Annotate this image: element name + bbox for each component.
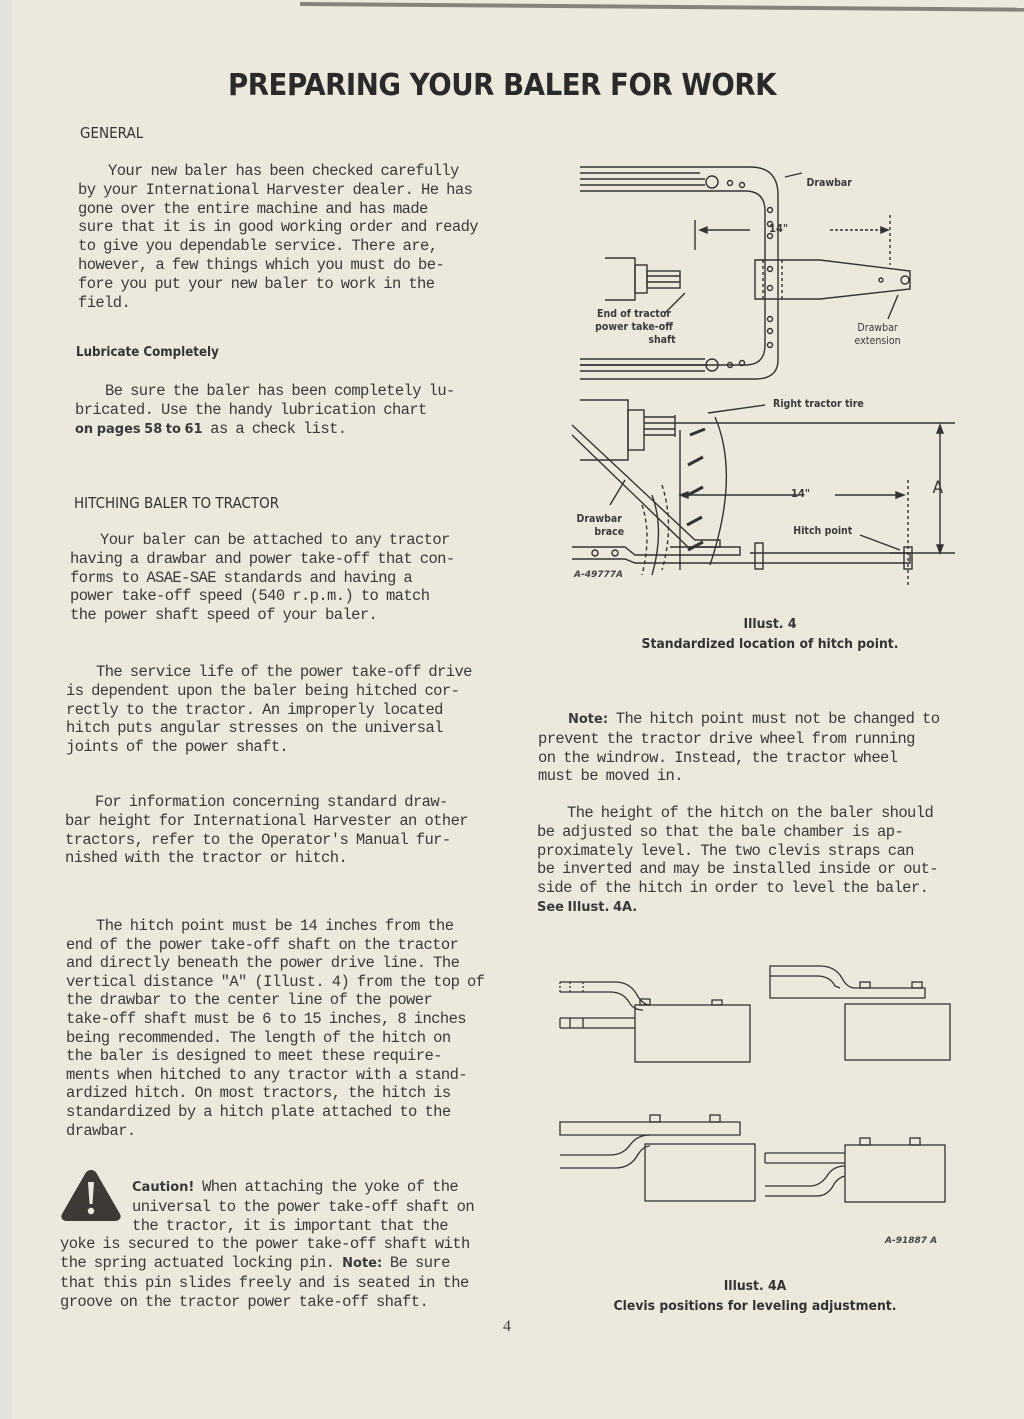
page-number: 4: [503, 1318, 511, 1335]
text-line: The hitch point must not be changed to: [608, 710, 940, 728]
page-reference: on pages 58 to 61: [75, 421, 203, 437]
label-drawbar: Drawbar: [806, 177, 852, 189]
illust-4-caption: [623, 614, 917, 654]
text-line: vertical distance "A" (Illust. 4) from the top of: [66, 972, 485, 991]
text-line: joints of the power shaft.: [66, 738, 289, 757]
text-line: that this pin slides freely and is seated in the: [60, 1273, 469, 1292]
label-drawbar-brace: [574, 513, 624, 539]
text-line: drawbar.: [66, 1121, 136, 1140]
label-line: End of tractor: [597, 308, 671, 320]
hitching-paragraph-4: [66, 917, 484, 1140]
text-line: the tractor, it is important that the: [132, 1216, 448, 1235]
text-line: standardized by a hitch plate attached to the: [66, 1102, 451, 1121]
text-line: end of the power take-off shaft on the tractor: [66, 935, 459, 954]
caption-title: Illust. 4: [743, 616, 797, 632]
text-line: The hitch point must be 14 inches from the: [96, 917, 454, 935]
label-dimension-14-top: 14": [769, 222, 788, 235]
text-line: must be moved in.: [538, 767, 683, 786]
text-line: fore you put your new baler to work in the: [78, 274, 435, 293]
text-line: yoke is secured to the power take-off shaft with: [60, 1235, 470, 1254]
text-line: be inverted and may be installed inside or out-: [537, 860, 938, 879]
text-line: the spring actuated locking pin.: [60, 1254, 343, 1273]
label-right-tractor-tire: Right tractor tire: [773, 398, 864, 410]
heading-lubricate: Lubricate Completely: [76, 344, 219, 360]
text-line: the drawbar to the center line of the power: [66, 991, 433, 1010]
caution-paragraph: [60, 1178, 474, 1312]
general-paragraph: [78, 162, 478, 312]
text-line: the baler is designed to meet these require-: [66, 1047, 442, 1066]
page-title: PREPARING YOUR BALER FOR WORK: [228, 68, 777, 103]
text-line: The height of the hitch on the baler should: [567, 804, 934, 822]
hitch-height-paragraph: [537, 804, 938, 918]
text-line: Your baler can be attached to any tractor: [100, 531, 450, 549]
text-line: ardized hitch. On most tractors, the hitch is: [66, 1084, 451, 1103]
text-line: For information concerning standard draw-: [95, 793, 448, 811]
text-line: The service life of the power take-off drive: [96, 663, 472, 681]
caption-text: Clevis positions for leveling adjustment.: [613, 1298, 897, 1314]
text-line: side of the hitch in order to level the baler.: [537, 879, 929, 898]
text-line: being recommended. The length of the hitch on: [66, 1028, 451, 1047]
hitching-paragraph-2: [66, 663, 472, 757]
lubricate-paragraph: [75, 382, 455, 439]
label-end-pto: [584, 308, 684, 347]
text-line: gone over the entire machine and has made: [78, 199, 428, 218]
drawbar-top-view-diagram: [570, 165, 950, 385]
part-code-4a: A-91887 A: [885, 1236, 938, 1246]
text-line: groove on the tractor power take-off shaft.: [60, 1292, 429, 1311]
label-drawbar-extension: [852, 322, 903, 348]
label-dimension-a: A: [932, 478, 944, 498]
illust-reference: See Illust. 4A.: [537, 899, 638, 915]
text-line: by your International Harvester dealer. He has: [78, 180, 473, 199]
part-code-4: A-49777A: [574, 570, 623, 580]
text-line: the power shaft speed of your baler.: [70, 606, 378, 625]
text-line: as a check list.: [202, 419, 347, 438]
text-line: Be sure: [382, 1254, 450, 1273]
text-line: Be sure the baler has been completely lu-: [105, 382, 455, 400]
text-line: power take-off speed (540 r.p.m.) to match: [70, 587, 430, 606]
text-line: be adjusted so that the bale chamber is ap-: [537, 822, 904, 841]
text-line: having a drawbar and power take-off that con-: [70, 549, 455, 568]
text-line: nished with the tractor or hitch.: [65, 849, 348, 868]
text-line: on the windrow. Instead, the tractor wheel: [538, 748, 898, 767]
text-line: take-off shaft must be 6 to 15 inches, 8 inches: [66, 1009, 466, 1028]
label-line: Drawbar: [576, 513, 622, 525]
text-line: and directly beneath the power drive line. The: [66, 954, 460, 973]
caution-label: Caution!: [132, 1180, 195, 1195]
heading-hitching: HITCHING BALER TO TRACTOR: [74, 494, 280, 512]
text-line: sure that it is in good working order and ready: [78, 218, 478, 237]
text-line: prevent the tractor drive wheel from running: [538, 729, 915, 748]
text-line: is dependent upon the baler being hitched cor-: [66, 681, 460, 700]
illust-4a-caption: [603, 1276, 907, 1316]
hitching-paragraph-3: [65, 793, 468, 868]
text-line: rectly to the tractor. An improperly located: [66, 700, 443, 719]
note-label: Note:: [568, 712, 609, 727]
label-hitch-point: Hitch point: [793, 525, 853, 537]
label-line: extension: [854, 335, 901, 347]
label-line: brace: [594, 526, 625, 538]
text-line: Your new baler has been checked carefully: [108, 162, 459, 180]
caption-text: Standardized location of hitch point.: [641, 636, 899, 652]
label-dimension-14-bottom: 14": [791, 487, 810, 500]
text-line: to give you dependable service. There are,: [78, 237, 438, 256]
caption-title: Illust. 4A: [723, 1278, 787, 1294]
clevis-positions-diagram: [555, 960, 955, 1210]
text-line: hitch puts angular stresses on the universal: [66, 719, 443, 738]
heading-general: GENERAL: [80, 124, 144, 142]
text-line: proximately level. The two clevis straps can: [537, 841, 914, 860]
text-line: When attaching the yoke of the: [202, 1178, 459, 1196]
text-line: universal to the power take-off shaft on: [132, 1197, 475, 1216]
text-line: bricated. Use the handy lubrication chart: [75, 400, 427, 419]
text-line: bar height for International Harvester an other: [65, 811, 468, 830]
text-line: ments when hitched to any tractor with a stand-: [66, 1065, 467, 1084]
text-line: forms to ASAE-SAE standards and having a: [70, 568, 413, 587]
label-line: Drawbar: [857, 322, 898, 334]
text-line: field.: [78, 293, 131, 312]
text-line: however, a few things which you must do be-: [78, 255, 445, 274]
note-label: Note:: [342, 1256, 383, 1272]
text-line: tractors, refer to the Operator's Manual fur-: [65, 830, 451, 849]
label-line: power take-off: [595, 321, 673, 333]
note-paragraph: [538, 710, 939, 786]
label-line: shaft: [648, 334, 676, 346]
hitch-side-view-diagram: [570, 395, 960, 595]
hitching-paragraph-1: [70, 531, 455, 625]
